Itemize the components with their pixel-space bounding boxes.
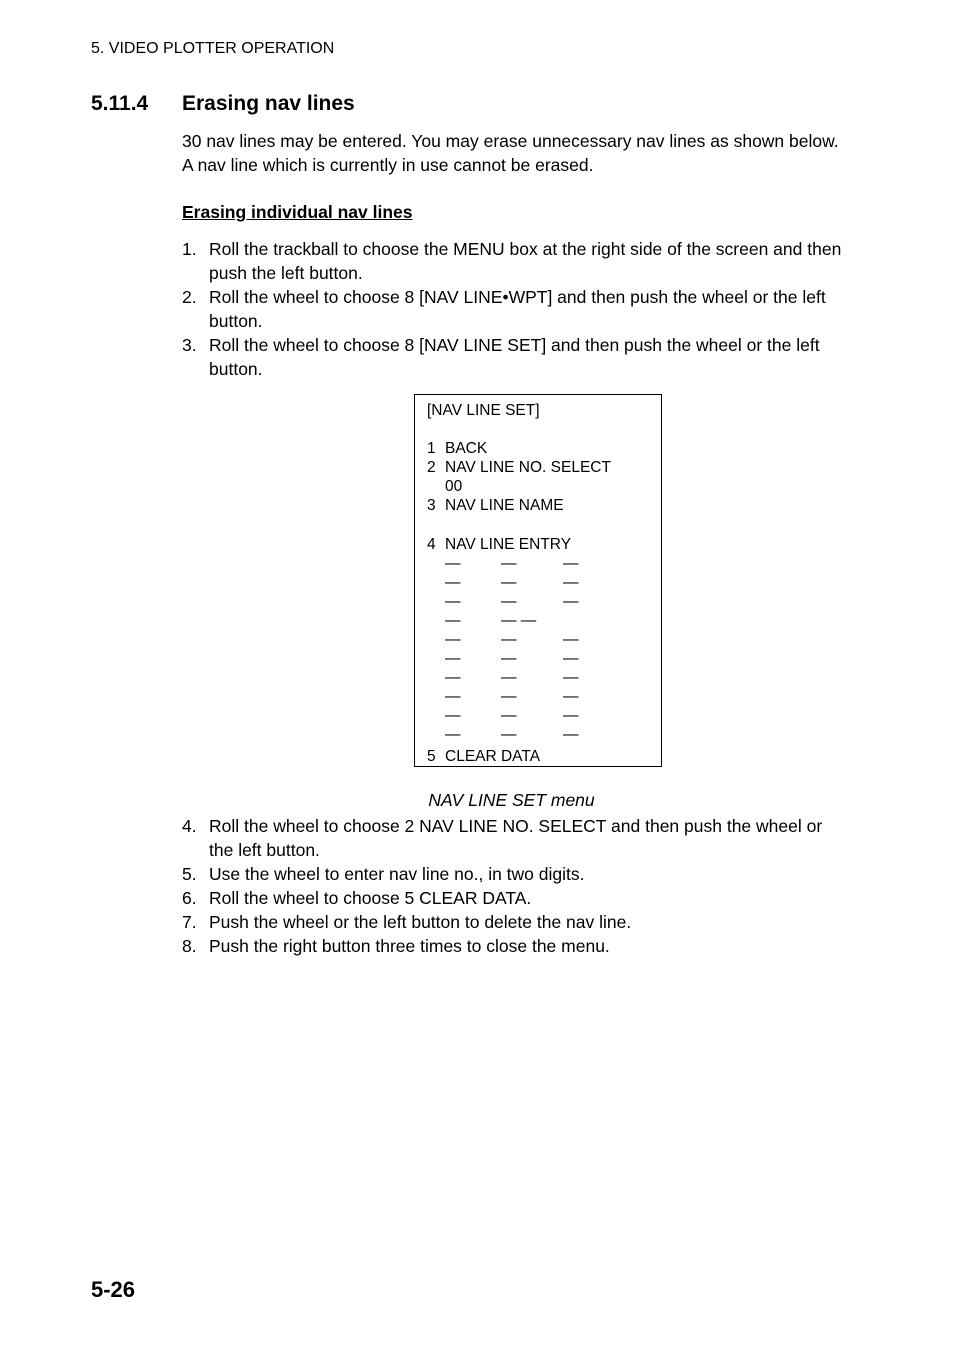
entry-row (445, 725, 645, 744)
list-item (182, 910, 847, 934)
entry-cell: — (501, 555, 517, 572)
list-item (182, 886, 847, 910)
menu-item-label: NAV LINE NO. SELECT (445, 459, 611, 476)
figure-caption: NAV LINE SET menu (428, 790, 595, 810)
step-text: Roll the wheel to choose 8 [NAV LINE•WPT] and then push the wheel or the left button. (209, 287, 826, 331)
step-number: 2. (182, 287, 197, 307)
menu-title: [NAV LINE SET] (427, 402, 540, 419)
entry-cell: — (445, 593, 461, 610)
list-item (182, 333, 847, 381)
entry-cell: — (501, 688, 517, 705)
step-text: Use the wheel to enter nav line no., in two digits. (209, 864, 585, 884)
step-text: Roll the wheel to choose 2 NAV LINE NO. SELECT and then push the wheel or the left button. (209, 816, 823, 860)
step-number: 6. (182, 888, 197, 908)
menu-item-clear-data[interactable] (427, 747, 540, 766)
entry-cell: — (501, 650, 517, 667)
subheading: Erasing individual nav lines (182, 202, 413, 222)
steps-list-after (182, 814, 847, 958)
entry-cell: — (563, 650, 579, 667)
entry-row (445, 687, 645, 706)
list-item (182, 862, 847, 886)
step-text: Push the right button three times to close the menu. (209, 936, 610, 956)
entry-cell: — (563, 669, 579, 686)
step-text: Roll the trackball to choose the MENU box at the right side of the screen and then push the left button. (209, 239, 842, 283)
step-text: Push the wheel or the left button to delete the nav line. (209, 912, 632, 932)
menu-item-nav-line-entry[interactable] (427, 535, 571, 554)
section-heading (91, 92, 355, 116)
entry-cell: — (445, 631, 461, 648)
menu-item-index: 2 (427, 459, 436, 476)
menu-item-index: 4 (427, 536, 436, 553)
step-number: 1. (182, 239, 197, 259)
entry-row (445, 573, 645, 592)
entry-cell: — (501, 574, 517, 591)
list-item (182, 934, 847, 958)
list-item (182, 237, 847, 285)
list-item (182, 814, 847, 862)
step-number: 7. (182, 912, 197, 932)
entry-cell: — (563, 726, 579, 743)
entry-cell: — (563, 707, 579, 724)
menu-item-back[interactable] (427, 439, 487, 458)
menu-item-label: CLEAR DATA (445, 748, 541, 765)
nav-line-no-value: 00 (445, 478, 463, 495)
entry-cell: — (501, 726, 517, 743)
entry-row (445, 554, 645, 573)
entry-cell: — (563, 593, 579, 610)
nav-line-set-menu (414, 394, 662, 767)
menu-item-index: 5 (427, 748, 436, 765)
page-number: 5-26 (91, 1277, 136, 1302)
menu-item-nav-line-no-select[interactable] (427, 458, 611, 477)
entry-row (445, 706, 645, 725)
entry-row (445, 630, 645, 649)
step-text: Roll the wheel to choose 5 CLEAR DATA. (209, 888, 532, 908)
steps-list-before (182, 237, 847, 381)
menu-item-label: BACK (445, 440, 488, 457)
entry-row (445, 649, 645, 668)
entry-cell: — (563, 555, 579, 572)
menu-item-nav-line-name[interactable] (427, 496, 564, 515)
step-number: 3. (182, 335, 197, 355)
section-title: Erasing nav lines (182, 92, 355, 115)
step-number: 5. (182, 864, 197, 884)
entry-cell: — (501, 593, 517, 610)
step-number: 4. (182, 816, 197, 836)
entry-cell: — (563, 574, 579, 591)
entry-cell: — — (501, 612, 537, 629)
entry-cell: — (501, 631, 517, 648)
intro-paragraph: 30 nav lines may be entered. You may erase unnecessary nav lines as shown below. A nav line which is currently in use cannot be erased. (182, 131, 839, 175)
step-number: 8. (182, 936, 197, 956)
running-header: 5. VIDEO PLOTTER OPERATION (91, 40, 335, 57)
entry-cell: — (445, 574, 461, 591)
menu-item-index: 1 (427, 440, 436, 457)
menu-item-label: NAV LINE ENTRY (445, 536, 572, 553)
entry-cell: — (445, 612, 461, 629)
entry-row (445, 668, 645, 687)
entry-cell: — (445, 726, 461, 743)
menu-item-label: NAV LINE NAME (445, 497, 564, 514)
entry-row (445, 592, 645, 611)
section-number: 5.11.4 (91, 92, 149, 115)
entry-cell: — (501, 707, 517, 724)
entry-cell: — (445, 555, 461, 572)
entry-row (445, 611, 645, 630)
entry-cell: — (501, 669, 517, 686)
entry-cell: — (445, 650, 461, 667)
entry-cell: — (445, 707, 461, 724)
entry-cell: — (563, 631, 579, 648)
entry-cell: — (563, 688, 579, 705)
step-text: Roll the wheel to choose 8 [NAV LINE SET] and then push the wheel or the left button. (209, 335, 820, 379)
list-item (182, 285, 847, 333)
entry-cell: — (445, 688, 461, 705)
entry-cell: — (445, 669, 461, 686)
menu-item-index: 3 (427, 497, 436, 514)
